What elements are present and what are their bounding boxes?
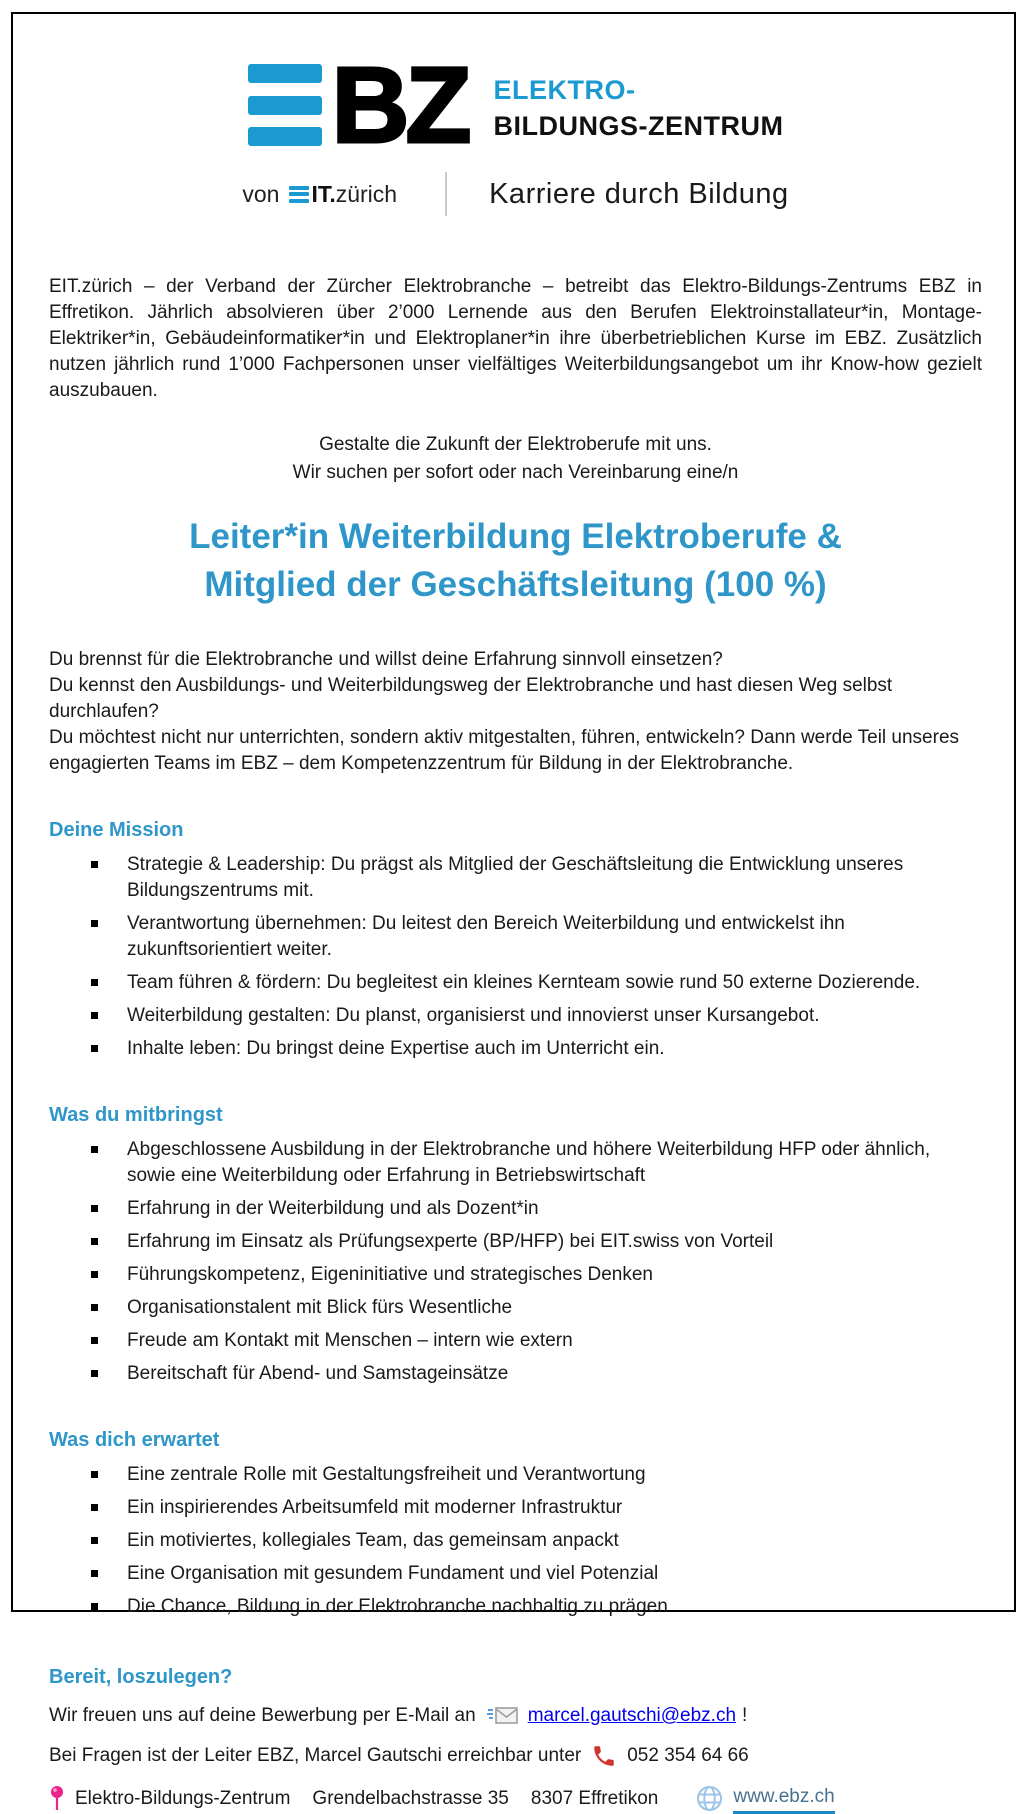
list-item <box>49 1137 982 1189</box>
bullet-text: Team führen & fördern: Du begleitest ein kleines Kernteam sowie rund 50 externe Dozierende. <box>127 972 921 993</box>
bullet-text: Bereitschaft für Abend- und Samstageinsätze <box>127 1363 509 1384</box>
byline-divider <box>445 172 447 216</box>
bullet-text: Abgeschlossene Ausbildung in der Elektrobranche und höhere Weiterbildung HFP oder ähnlich, sowie eine Weiterbildung oder Erfahrung in Betriebswirtschaft <box>127 1139 931 1186</box>
bullet-square-icon <box>91 920 98 927</box>
slogan-text: Karriere durch Bildung <box>489 177 789 210</box>
globe-icon <box>696 1785 723 1812</box>
header-logo-block <box>49 44 982 216</box>
list-item <box>49 1196 982 1222</box>
bullet-text: Ein motiviertes, kollegiales Team, das gemeinsam anpackt <box>127 1530 619 1551</box>
list-item <box>49 1262 982 1288</box>
envelope-send-icon <box>486 1706 518 1725</box>
bullet-text: Erfahrung im Einsatz als Prüfungsexperte (BP/HFP) bei EIT.swiss von Vorteil <box>127 1231 774 1252</box>
section-was-dich-erwartet <box>49 1429 982 1620</box>
ebz-logo-tagline <box>493 72 783 144</box>
bullet-square-icon <box>91 861 98 868</box>
list-item <box>49 1594 982 1620</box>
bullet-text: Weiterbildung gestalten: Du planst, organisierst und innovierst unser Kursangebot. <box>127 1005 820 1026</box>
bullet-text: Ein inspirierendes Arbeitsumfeld mit moderner Infrastruktur <box>127 1497 623 1518</box>
street-address: Grendelbachstrasse 35 <box>312 1788 509 1809</box>
bullet-square-icon <box>91 1205 98 1212</box>
bullet-square-icon <box>91 1012 98 1019</box>
section-heading: Was du mitbringst <box>49 1104 223 1126</box>
list-item <box>49 911 982 963</box>
tagline-bildungs-zentrum: BILDUNGS-ZENTRUM <box>493 111 784 141</box>
job-ad-content <box>13 14 1014 1814</box>
ebz-logo-letters: BZ <box>331 44 468 165</box>
bullet-square-icon <box>91 1537 98 1544</box>
section-heading: Deine Mission <box>49 819 184 841</box>
list-item <box>49 970 982 996</box>
address-line <box>49 1783 982 1814</box>
eit-city-label: zürich <box>335 180 398 207</box>
email-link[interactable]: marcel.gautschi@ebz.ch <box>527 1705 737 1726</box>
bullet-square-icon <box>91 1570 98 1577</box>
eit-it-label: IT. <box>311 180 336 207</box>
eit-e-bars-icon <box>289 186 309 203</box>
phone-line-text: Bei Fragen ist der Leiter EBZ, Marcel Gautschi erreichbar unter <box>49 1745 582 1766</box>
email-line-text: Wir freuen uns auf deine Bewerbung per E-Mail an <box>49 1705 476 1726</box>
job-title <box>49 513 982 609</box>
list-item <box>49 1528 982 1554</box>
bullet-text: Führungskompetenz, Eigeninitiative und strategisches Denken <box>127 1264 653 1285</box>
bullet-text: Die Chance, Bildung in der Elektrobranche nachhaltig zu prägen <box>127 1596 668 1617</box>
section-heading: Was dich erwartet <box>49 1429 220 1451</box>
contact-heading: Bereit, loszulegen? <box>49 1666 233 1688</box>
job-title-line-2: Mitglied der Geschäftsleitung (100 %) <box>204 565 827 604</box>
bullet-text: Inhalte leben: Du bringst deine Expertise auch im Unterricht ein. <box>127 1038 665 1059</box>
benefits-bullet-list <box>49 1462 982 1620</box>
bullet-square-icon <box>91 1337 98 1344</box>
job-title-line-1: Leiter*in Weiterbildung Elektroberufe & <box>189 517 842 556</box>
bullet-square-icon <box>91 1146 98 1153</box>
bullet-text: Eine zentrale Rolle mit Gestaltungsfreiheit und Verantwortung <box>127 1464 646 1485</box>
section-deine-mission <box>49 819 982 1062</box>
website-link[interactable]: www.ebz.ch <box>733 1783 834 1814</box>
bullet-square-icon <box>91 1045 98 1052</box>
bullet-text: Strategie & Leadership: Du prägst als Mitglied der Geschäftsleitung die Entwicklung unseres Bildungszentrums mit. <box>127 854 904 901</box>
logo-byline-row <box>242 172 788 216</box>
ebz-logo-mark <box>248 44 468 165</box>
mission-bullet-list <box>49 852 982 1062</box>
phone-receiver-icon <box>591 1743 617 1769</box>
list-item <box>49 1495 982 1521</box>
section-was-du-mitbringst <box>49 1104 982 1387</box>
job-ad-page <box>11 12 1016 1809</box>
list-item <box>49 1328 982 1354</box>
list-item <box>49 1003 982 1029</box>
list-item <box>49 1462 982 1488</box>
bullet-square-icon <box>91 1304 98 1311</box>
callout-block <box>49 431 982 487</box>
list-item <box>49 1295 982 1321</box>
eit-zuerich-logo <box>242 181 397 208</box>
pitch-line-3: Du möchtest nicht nur unterrichten, sondern aktiv mitgestalten, führen, entwickeln? Dann werde Teil unseres engagierten Teams im EBZ – dem Kompetenzzentrum für Bildung in der Elektrobranche. <box>49 727 960 774</box>
list-item <box>49 1361 982 1387</box>
list-item <box>49 1561 982 1587</box>
ebz-e-bars-icon <box>248 64 322 146</box>
requirements-bullet-list <box>49 1137 982 1387</box>
bullet-square-icon <box>91 1271 98 1278</box>
bullet-square-icon <box>91 1504 98 1511</box>
ebz-logo <box>248 44 784 165</box>
bullet-text: Erfahrung in der Weiterbildung und als Dozent*in <box>127 1198 539 1219</box>
map-pin-icon <box>49 1785 65 1813</box>
org-name: Elektro-Bildungs-Zentrum <box>75 1788 291 1809</box>
bullet-text: Eine Organisation mit gesundem Fundament und viel Potenzial <box>127 1563 659 1584</box>
city-address: 8307 Effretikon <box>530 1788 659 1809</box>
bullet-text: Verantwortung übernehmen: Du leitest den Bereich Weiterbildung und entwickelst ihn zukunftsorientiert weiter. <box>127 913 845 960</box>
list-item <box>49 1036 982 1062</box>
bullet-square-icon <box>91 1370 98 1377</box>
byline-von-label: von <box>242 180 280 207</box>
phone-line <box>49 1742 982 1769</box>
tagline-elektro: ELEKTRO- <box>493 75 636 105</box>
bullet-square-icon <box>91 1603 98 1610</box>
bullet-square-icon <box>91 1238 98 1245</box>
pitch-paragraph <box>49 647 982 777</box>
email-line <box>49 1702 982 1729</box>
list-item <box>49 1229 982 1255</box>
email-line-suffix: ! <box>742 1705 748 1726</box>
pitch-line-2: Du kennst den Ausbildungs- und Weiterbildungsweg der Elektrobranche und hast diesen Weg selbst durchlaufen? <box>49 675 893 722</box>
callout-line-2: Wir suchen per sofort oder nach Vereinbarung eine/n <box>292 462 739 483</box>
pitch-line-1: Du brennst für die Elektrobranche und willst deine Erfahrung sinnvoll einsetzen? <box>49 649 723 670</box>
bullet-square-icon <box>91 979 98 986</box>
callout-line-1: Gestalte die Zukunft der Elektroberufe mit uns. <box>319 434 712 455</box>
contact-block <box>49 1666 982 1814</box>
phone-number: 052 354 64 66 <box>627 1745 749 1766</box>
list-item <box>49 852 982 904</box>
bullet-text: Organisationstalent mit Blick fürs Wesentliche <box>127 1297 513 1318</box>
bullet-square-icon <box>91 1471 98 1478</box>
bullet-text: Freude am Kontakt mit Menschen – intern wie extern <box>127 1330 573 1351</box>
intro-paragraph: EIT.zürich – der Verband der Zürcher Elektrobranche – betreibt das Elektro-Bildungs-Zentrums EBZ in Effretikon. Jährlich absolvieren über 2’000 Lernende aus den Berufen Elektroinstallateur*in, Montage-Elektriker*in, Gebäudeinformatiker*in und Elektroplaner*in ihre überbetrieblichen Kurse im EBZ. Zusätzlich nutzen jährlich rund 1’000 Fachpersonen unser vielfältiges Weiterbildungsangebot um ihr Know-how gezielt auszubauen. <box>49 276 982 401</box>
